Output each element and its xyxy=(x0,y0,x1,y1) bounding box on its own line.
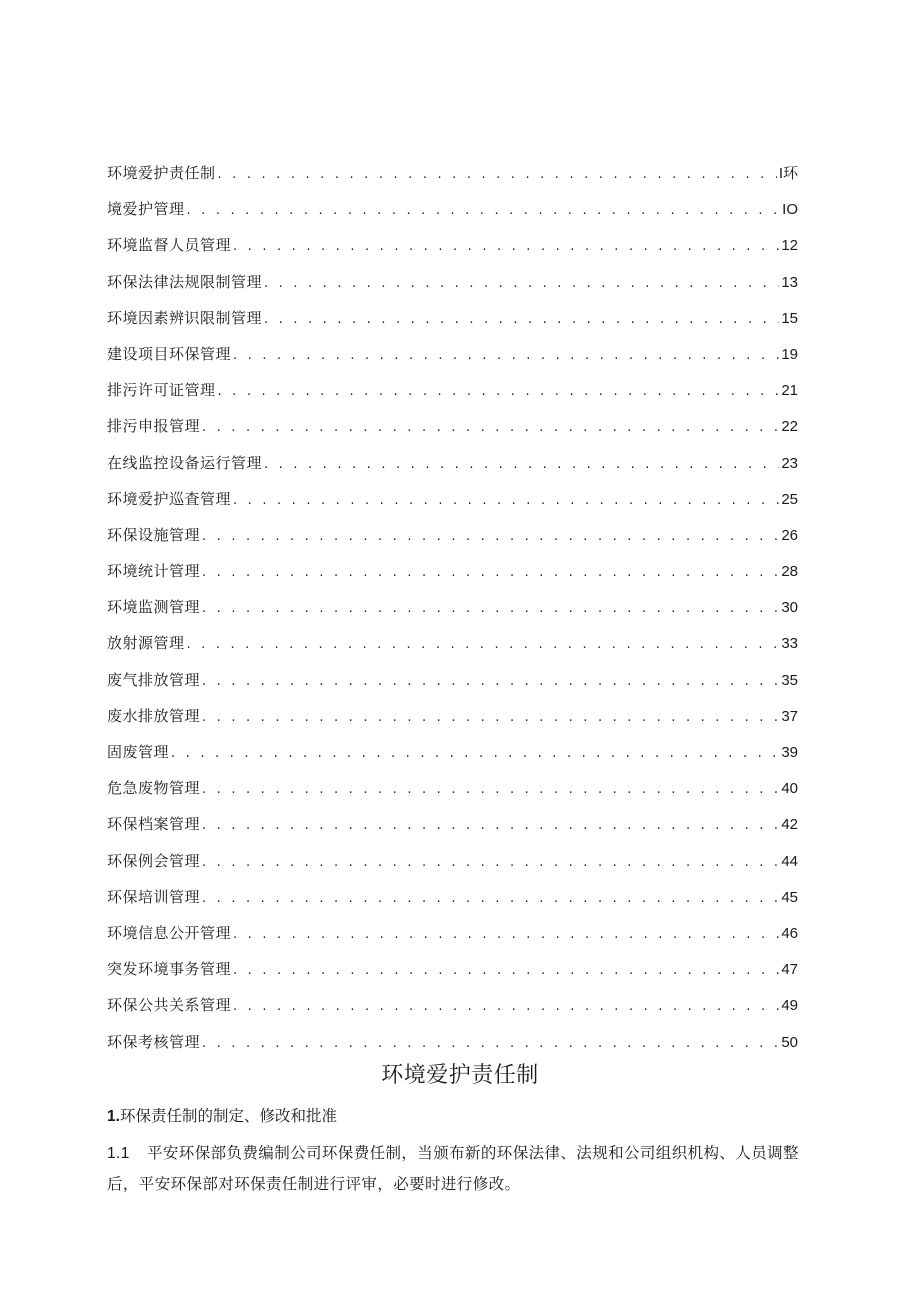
toc-entry-page: 23 xyxy=(781,454,798,472)
toc-entry[interactable] xyxy=(107,375,798,411)
toc-entry-page: 22 xyxy=(781,418,798,436)
toc-entry-page: 50 xyxy=(781,1033,798,1051)
toc-entry-page: 40 xyxy=(781,780,798,798)
toc-dot-leader xyxy=(231,341,779,371)
toc-entry-title: 环境因素辨识限制管理 xyxy=(107,308,263,327)
toc-entry-page: 30 xyxy=(781,599,798,617)
toc-entry[interactable] xyxy=(107,737,798,773)
toc-entry[interactable] xyxy=(107,665,798,701)
toc-entry[interactable] xyxy=(107,773,798,809)
toc-entry-title: 环境监测管理 xyxy=(107,598,201,617)
toc-dot-leader xyxy=(200,667,779,697)
toc-entry-page: 35 xyxy=(781,671,798,689)
toc-entry-page: 49 xyxy=(781,997,798,1015)
toc-entry-page: 28 xyxy=(781,563,798,581)
toc-entry-page: 44 xyxy=(781,852,798,870)
paragraph-number: 1.1 xyxy=(107,1145,130,1162)
toc-entry[interactable] xyxy=(107,484,798,520)
toc-dot-leader xyxy=(231,956,779,986)
toc-entry[interactable] xyxy=(107,303,798,339)
toc-entry-page: 47 xyxy=(781,961,798,979)
toc-entry-title: 固废管理 xyxy=(107,743,170,761)
toc-entry[interactable] xyxy=(107,846,798,882)
paragraph-1-1 xyxy=(107,1138,807,1200)
toc-entry[interactable] xyxy=(107,267,798,303)
toc-entry-title: 排污申报管理 xyxy=(107,417,201,436)
toc-entry-page: 13 xyxy=(781,273,798,291)
toc-dot-leader xyxy=(262,450,779,480)
toc-entry[interactable] xyxy=(107,448,798,484)
toc-entry-page: 45 xyxy=(781,888,798,906)
toc-dot-leader xyxy=(231,486,779,516)
toc-entry-title: 环保法律法规限制管理 xyxy=(107,272,263,291)
toc-entry-title: 环保培训管理 xyxy=(107,887,201,906)
toc-entry-page: 33 xyxy=(781,635,798,653)
toc-entry-title: 环保设施管理 xyxy=(107,525,201,544)
toc-entry-title: 境爱护管理 xyxy=(107,200,185,219)
toc-entry-title: 环境爱护巡査管理 xyxy=(107,489,232,508)
toc-entry-title: 危急废物管理 xyxy=(107,779,201,798)
toc-entry-page: I环 xyxy=(778,165,798,182)
toc-entry-title: 环境爱护责任制 xyxy=(107,164,216,182)
toc-entry[interactable] xyxy=(107,339,798,375)
toc-entry-title: 环境信息公开管理 xyxy=(107,923,232,942)
toc-entry-title: 废气排放管理 xyxy=(107,670,201,689)
toc-entry-page: 37 xyxy=(781,707,798,725)
toc-entry-title: 突发环境事务管理 xyxy=(107,960,232,979)
toc-entry[interactable] xyxy=(107,918,798,954)
toc-dot-leader xyxy=(200,811,779,841)
toc-dot-leader xyxy=(200,522,779,552)
toc-entry-title: 环保例会管理 xyxy=(107,851,201,870)
toc-entry[interactable] xyxy=(107,954,798,990)
toc-entry[interactable] xyxy=(107,882,798,918)
toc-dot-leader xyxy=(216,160,777,190)
toc-entry[interactable] xyxy=(107,701,798,737)
toc-dot-leader xyxy=(200,413,779,443)
toc-entry[interactable] xyxy=(107,158,798,194)
toc-dot-leader xyxy=(200,775,779,805)
toc-entry-page: 25 xyxy=(781,490,798,508)
toc-dot-leader xyxy=(262,269,779,299)
toc-entry[interactable] xyxy=(107,194,798,230)
section-title: 环境爱护责任制 xyxy=(381,1063,539,1088)
toc-entry[interactable] xyxy=(107,411,798,447)
toc-entry-title: 建设项目环保管理 xyxy=(107,344,232,363)
toc-dot-leader xyxy=(185,196,781,226)
toc-entry-title: 排污许可证管理 xyxy=(107,381,216,400)
toc-dot-leader xyxy=(185,630,780,660)
toc-entry[interactable] xyxy=(107,990,798,1026)
toc-entry-title: 环保档案管理 xyxy=(107,815,201,834)
toc-entry-title: 环境统计管理 xyxy=(107,562,201,581)
toc-dot-leader xyxy=(216,377,780,407)
toc-entry[interactable] xyxy=(107,556,798,592)
toc-entry[interactable] xyxy=(107,520,798,556)
toc-entry-page: 46 xyxy=(781,924,798,942)
toc-entry-title: 环境监督人员管理 xyxy=(107,236,232,255)
toc-entry-title: 环保公共关系管理 xyxy=(107,996,232,1015)
toc-entry-title: 环保考核管理 xyxy=(107,1032,201,1051)
toc-entry-page: IO xyxy=(782,201,798,219)
toc-entry[interactable] xyxy=(107,230,798,266)
toc-dot-leader xyxy=(262,305,779,335)
toc-entry-page: 39 xyxy=(781,744,798,761)
toc-entry-page: 19 xyxy=(781,345,798,363)
subsection-number: 1. xyxy=(107,1108,120,1125)
paragraph-text: 平安环保部负费编制公司环保费任制，当颁布新的环保法律、法规和公司组织机构、人员调整后，平安环保部对环保责任制进行评审，必要时进行修改。 xyxy=(107,1144,799,1193)
toc-dot-leader xyxy=(200,594,779,624)
toc-dot-leader xyxy=(231,992,779,1022)
toc-entry[interactable] xyxy=(107,628,798,664)
toc-entry-page: 15 xyxy=(781,309,798,327)
toc-dot-leader xyxy=(200,703,779,733)
toc-entry[interactable] xyxy=(107,592,798,628)
toc-dot-leader xyxy=(169,739,779,769)
toc-dot-leader xyxy=(231,920,779,950)
toc-entry-title: 放射源管理 xyxy=(107,634,185,653)
toc-entry-page: 12 xyxy=(781,237,798,255)
toc-dot-leader xyxy=(200,558,779,588)
subsection-title: 环保责任制的制定、修改和批准 xyxy=(119,1107,337,1125)
table-of-contents xyxy=(107,158,798,1063)
toc-entry-page: 42 xyxy=(781,816,798,834)
subsection-heading xyxy=(107,1104,337,1126)
toc-entry[interactable] xyxy=(107,809,798,845)
toc-entry-title: 废水排放管理 xyxy=(107,706,201,725)
toc-dot-leader xyxy=(200,1029,779,1059)
toc-dot-leader xyxy=(231,232,779,262)
toc-entry-page: 21 xyxy=(781,382,798,400)
toc-entry-title: 在线监控设备运行管理 xyxy=(107,453,263,472)
toc-entry-page: 26 xyxy=(781,526,798,544)
toc-dot-leader xyxy=(200,884,779,914)
toc-dot-leader xyxy=(200,848,779,878)
